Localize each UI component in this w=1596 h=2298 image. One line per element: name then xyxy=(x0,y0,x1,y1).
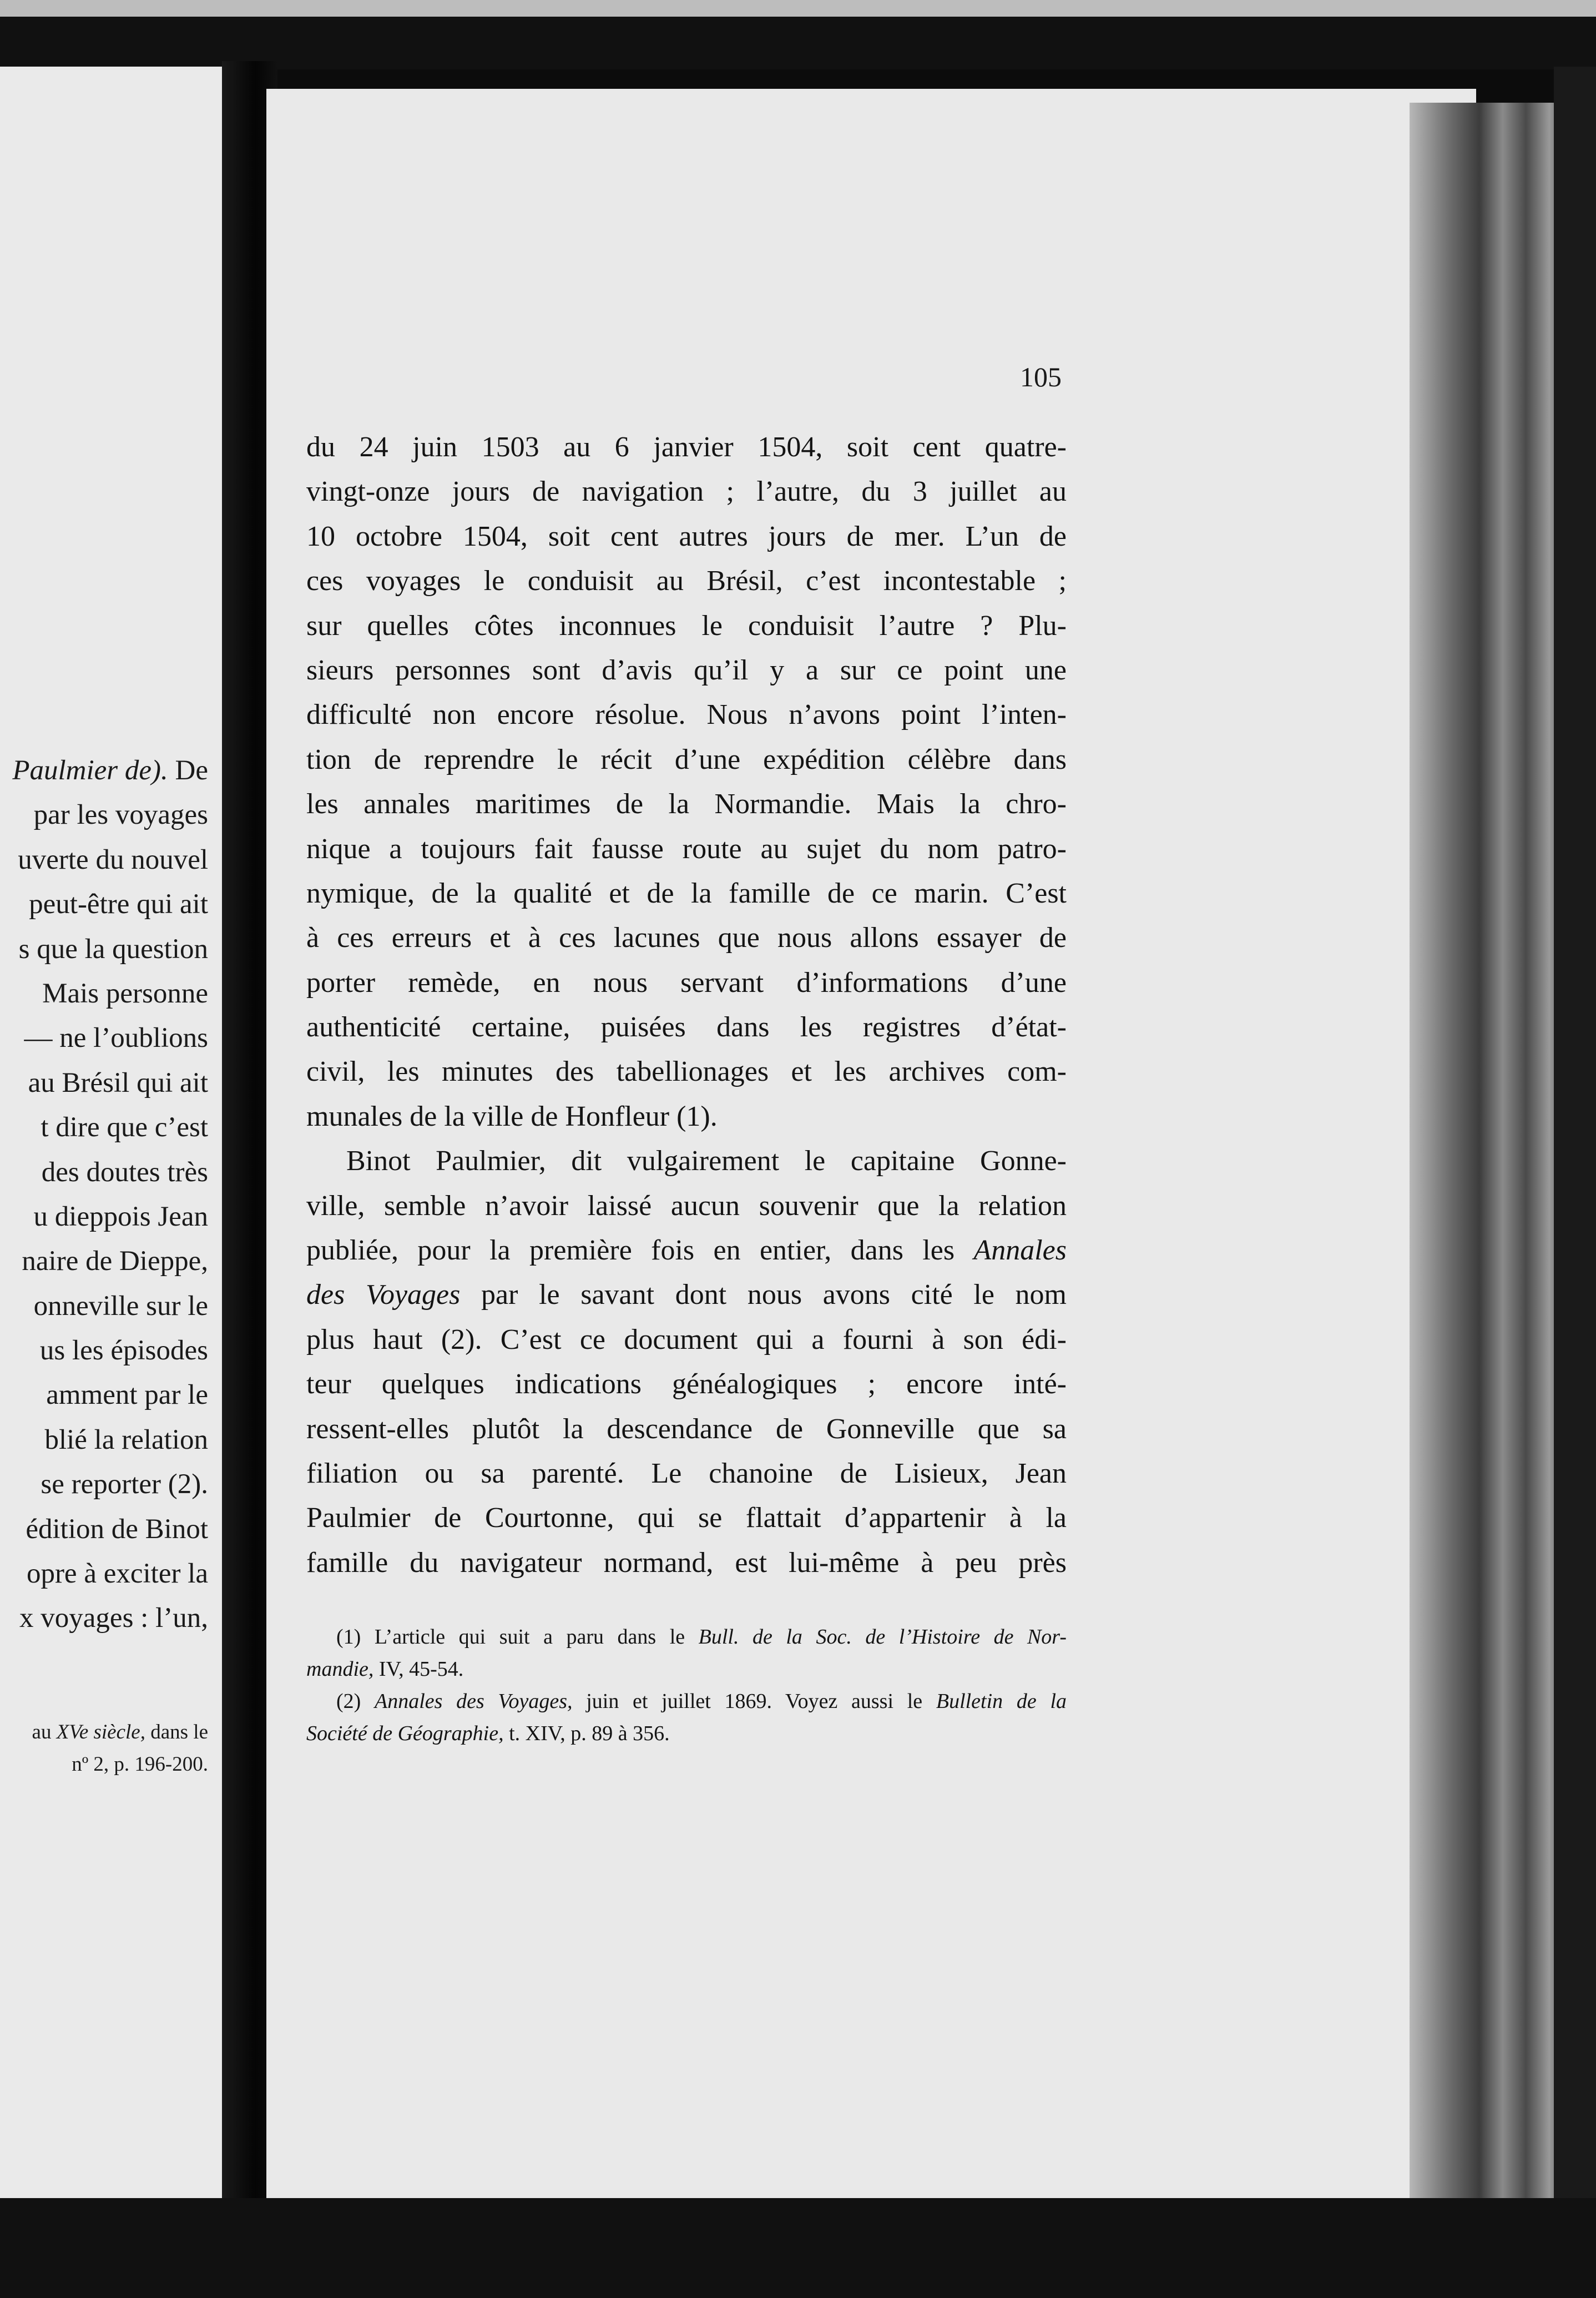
text-line xyxy=(306,559,1067,603)
page-number: 105 xyxy=(1020,361,1062,392)
text-line xyxy=(306,1228,1067,1273)
italic-text: Bulletin de la xyxy=(936,1690,1067,1713)
text-span: édition de Binot xyxy=(26,1513,208,1545)
text-span: civil, les minutes des tabellionages et les archives com- xyxy=(306,1056,1067,1088)
film-frame-top xyxy=(0,0,1596,17)
text-span: plus haut (2). C’est ce document qui a fourni à son édi- xyxy=(306,1323,1067,1355)
text-line xyxy=(0,1596,208,1640)
text-line xyxy=(306,604,1067,648)
text-line xyxy=(306,782,1067,827)
text-line xyxy=(306,1541,1067,1585)
text-span: onneville sur le xyxy=(33,1290,208,1322)
italic-text: Bull. de la Soc. de l’Histoire de Nor- xyxy=(698,1625,1067,1649)
italic-text: des Voyages xyxy=(306,1279,461,1311)
text-line xyxy=(306,1362,1067,1407)
text-span: sur quelles côtes inconnues le conduisit l’autre ? Plu- xyxy=(306,609,1067,642)
text-span: par les voyages xyxy=(33,799,208,831)
text-span: — ne l’oublions xyxy=(24,1022,208,1054)
text-line xyxy=(0,1716,208,1748)
text-span: amment par le xyxy=(46,1379,208,1411)
footnotes xyxy=(306,1621,1067,1750)
facing-page-footnotes xyxy=(0,1716,208,1781)
text-line xyxy=(306,1653,1067,1685)
text-line xyxy=(306,648,1067,693)
text-line xyxy=(306,961,1067,1005)
text-span: nique a toujours fait fausse route au sujet du nom patro- xyxy=(306,833,1067,865)
text-line xyxy=(306,827,1067,871)
italic-text: Société de Géographie, xyxy=(306,1722,504,1745)
text-line xyxy=(0,1016,208,1060)
text-line xyxy=(306,871,1067,916)
text-line xyxy=(306,1717,1067,1750)
text-line xyxy=(306,1050,1067,1094)
text-line xyxy=(0,927,208,971)
text-line xyxy=(306,1496,1067,1540)
text-line xyxy=(306,1407,1067,1452)
text-line xyxy=(0,1748,208,1781)
text-span: publiée, pour la première fois en entier, dans les xyxy=(306,1234,974,1267)
italic-text: Annales des Voyages, xyxy=(375,1690,573,1713)
text-line xyxy=(306,1621,1067,1653)
text-line xyxy=(306,1318,1067,1362)
text-line xyxy=(306,916,1067,960)
text-line xyxy=(0,1239,208,1283)
text-line xyxy=(306,693,1067,737)
body-text xyxy=(306,425,1067,1585)
text-span: De xyxy=(168,755,208,786)
text-span: naire de Dieppe, xyxy=(22,1246,208,1277)
text-line xyxy=(0,971,208,1016)
facing-page-text xyxy=(0,748,208,1641)
text-line xyxy=(0,1195,208,1239)
text-span: (1) L’article qui suit a paru dans le xyxy=(336,1625,699,1649)
text-span: us les épisodes xyxy=(39,1335,208,1367)
text-span: porter remède, en nous servant d’informations d’une xyxy=(306,966,1067,999)
text-span: juin et juillet 1869. Voyez aussi le xyxy=(572,1690,936,1713)
text-span: au xyxy=(32,1721,57,1743)
text-span: Paulmier de). xyxy=(12,755,168,786)
text-span: 10 octobre 1504, soit cent autres jours de mer. L’un de xyxy=(306,520,1067,552)
text-span: filiation ou sa parenté. Le chanoine de Lisieux, Jean xyxy=(306,1457,1067,1489)
film-frame-bottom xyxy=(0,2198,1596,2298)
text-span: vingt-onze jours de navigation ; l’autre, du 3 juillet au xyxy=(306,476,1067,508)
text-line xyxy=(306,1685,1067,1717)
text-span: au Brésil qui ait xyxy=(28,1067,208,1098)
text-span: dans le xyxy=(145,1721,208,1743)
text-line xyxy=(0,1150,208,1195)
text-span: blié la relation xyxy=(44,1424,208,1455)
text-span: (2) xyxy=(336,1690,375,1713)
text-span: opre à exciter la xyxy=(26,1558,208,1590)
text-line xyxy=(306,1005,1067,1050)
text-span: des doutes très xyxy=(41,1156,208,1188)
text-line xyxy=(0,1105,208,1150)
text-span: Mais personne xyxy=(42,977,208,1009)
text-span: nymique, de la qualité et de la famille de ce marin. C’est xyxy=(306,877,1067,909)
text-span: tion de reprendre le récit d’une expédition célèbre dans xyxy=(306,743,1067,775)
text-line xyxy=(306,515,1067,559)
text-line xyxy=(0,748,208,793)
text-line xyxy=(0,793,208,837)
text-line xyxy=(306,1184,1067,1228)
text-span: x voyages : l’un, xyxy=(19,1602,208,1634)
text-span: XVe siècle, xyxy=(56,1721,145,1743)
text-span: ville, semble n’avoir laissé aucun souvenir que la relation xyxy=(306,1190,1067,1222)
text-span: à ces erreurs et à ces lacunes que nous allons essayer de xyxy=(306,922,1067,954)
page-edges xyxy=(1410,103,1565,2201)
text-span: teur quelques indications généalogiques ; encore inté- xyxy=(306,1368,1067,1400)
text-line xyxy=(0,1284,208,1328)
text-span: ces voyages le conduisit au Brésil, c’est incontestable ; xyxy=(306,565,1067,597)
text-line xyxy=(0,1061,208,1105)
text-line xyxy=(0,882,208,926)
text-span: authenticité certaine, puisées dans les registres d’état- xyxy=(306,1011,1067,1044)
text-line xyxy=(0,1551,208,1596)
text-span: t. XIV, p. 89 à 356. xyxy=(503,1722,670,1745)
text-line xyxy=(306,1273,1067,1317)
text-line xyxy=(0,1507,208,1551)
text-span: nº 2, p. 196-200. xyxy=(72,1753,208,1776)
text-span: sieurs personnes sont d’avis qu’il y a sur ce point une xyxy=(306,654,1067,686)
text-span: munales de la ville de Honfleur (1). xyxy=(306,1100,718,1132)
text-line xyxy=(306,1139,1067,1183)
text-span: famille du navigateur normand, est lui-même à peu près xyxy=(306,1546,1067,1579)
text-span: du 24 juin 1503 au 6 janvier 1504, soit cent quatre- xyxy=(306,431,1067,463)
text-span: Binot Paulmier, dit vulgairement le capitaine Gonne- xyxy=(346,1145,1067,1177)
text-line xyxy=(0,1373,208,1417)
text-span: IV, 45-54. xyxy=(373,1657,464,1681)
italic-text: mandie, xyxy=(306,1657,374,1681)
text-span: Paulmier de Courtonne, qui se flattait d’appartenir à la xyxy=(306,1502,1067,1534)
text-span: peut-être qui ait xyxy=(29,889,208,920)
text-line xyxy=(306,1452,1067,1496)
frame-right-edge xyxy=(1554,67,1596,2220)
text-line xyxy=(0,1328,208,1373)
text-span: les annales maritimes de la Normandie. Mais la chro- xyxy=(306,788,1067,820)
text-span: s que la question xyxy=(18,933,208,965)
text-span: ressent-elles plutôt la descendance de Gonneville que sa xyxy=(306,1413,1067,1445)
text-span: u dieppois Jean xyxy=(33,1201,208,1232)
text-line xyxy=(306,738,1067,782)
italic-text: Annales xyxy=(973,1234,1067,1267)
text-span: difficulté non encore résolue. Nous n’avons point l’inten- xyxy=(306,699,1067,731)
text-line xyxy=(306,470,1067,514)
text-span: uverte du nouvel xyxy=(18,844,208,875)
text-line xyxy=(0,1462,208,1506)
text-line xyxy=(306,425,1067,470)
text-line xyxy=(0,838,208,882)
text-span: t dire que c’est xyxy=(41,1112,208,1143)
facing-page xyxy=(0,67,233,2209)
text-span: se reporter (2). xyxy=(41,1469,208,1500)
text-span: par le savant dont nous avons cité le nom xyxy=(460,1279,1067,1311)
text-line xyxy=(0,1418,208,1462)
text-line xyxy=(306,1095,1067,1139)
